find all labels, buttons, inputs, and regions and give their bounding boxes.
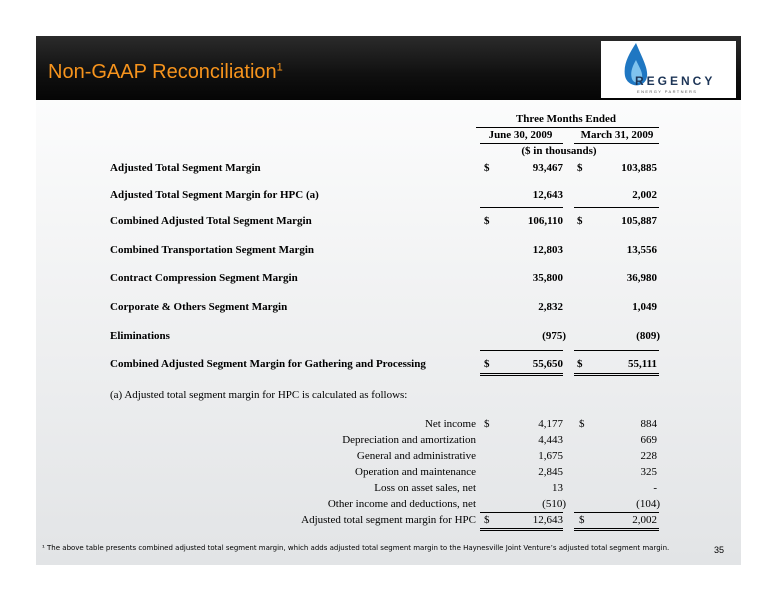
units-label: ($ in thousands)	[521, 145, 597, 157]
value-march-2009: -	[653, 482, 657, 494]
value-march-2009: (809)	[636, 330, 660, 342]
column-header-march-2009: March 31, 2009	[580, 129, 654, 141]
hpc-subtotal-rule-1	[480, 512, 563, 513]
row-label: Corporate & Others Segment Margin	[110, 301, 288, 313]
hpc-total-double-rule-1a	[480, 528, 563, 529]
value-march-2009: 103,885	[621, 162, 657, 174]
value-june-2009: 1,675	[538, 450, 563, 462]
hpc-total-double-rule-2a	[574, 528, 659, 529]
row-label: Loss on asset sales, net	[374, 482, 476, 494]
total-double-rule-2a	[574, 373, 659, 374]
total-double-rule-2b	[574, 375, 659, 376]
value-june-2009: 35,800	[532, 272, 563, 284]
row-label: Operation and maintenance	[355, 466, 476, 478]
value-march-2009: 325	[640, 466, 657, 478]
column-header-rule-1	[480, 143, 563, 144]
currency-symbol: $	[577, 162, 583, 174]
value-june-2009: 12,643	[532, 514, 563, 526]
row-label: Adjusted Total Segment Margin for HPC (a)	[110, 189, 319, 201]
currency-symbol: $	[579, 514, 585, 526]
value-march-2009: 13,556	[626, 244, 657, 256]
subtotal-rule-2	[574, 207, 659, 208]
total-double-rule-1b	[480, 375, 563, 376]
hpc-subtotal-rule-2	[574, 512, 659, 513]
slide-header	[36, 36, 741, 100]
row-label: Other income and deductions, net	[327, 498, 476, 510]
slide	[36, 36, 741, 565]
currency-symbol: $	[484, 215, 490, 227]
hpc-intro-note: (a) Adjusted total segment margin for HPC is calculated as follows:	[110, 389, 408, 401]
title-footnote-marker: 1	[276, 61, 283, 74]
currency-symbol: $	[579, 418, 585, 430]
value-march-2009: 105,887	[621, 215, 657, 227]
row-label: Eliminations	[110, 330, 170, 342]
period-header-rule	[476, 127, 659, 128]
value-june-2009: 12,643	[532, 189, 563, 201]
value-march-2009: (104)	[636, 498, 660, 510]
value-march-2009: 55,111	[627, 358, 657, 370]
currency-symbol: $	[484, 514, 490, 526]
value-june-2009: 2,845	[538, 466, 563, 478]
currency-symbol: $	[577, 358, 583, 370]
period-header: Three Months Ended	[515, 113, 617, 125]
value-march-2009: 1,049	[632, 301, 657, 313]
value-june-2009: 106,110	[527, 215, 563, 227]
currency-symbol: $	[484, 418, 490, 430]
currency-symbol: $	[484, 358, 490, 370]
value-june-2009: 12,803	[532, 244, 563, 256]
hpc-total-double-rule-1b	[480, 530, 563, 531]
value-june-2009: 4,443	[538, 434, 563, 446]
value-march-2009: 228	[640, 450, 657, 462]
row-label: Contract Compression Segment Margin	[110, 272, 298, 284]
logo-wordmark: REGENCY	[635, 74, 716, 88]
row-label: Depreciation and amortization	[342, 434, 476, 446]
currency-symbol: $	[577, 215, 583, 227]
value-march-2009: 36,980	[626, 272, 657, 284]
value-june-2009: 93,467	[532, 162, 563, 174]
regency-logo	[601, 41, 736, 98]
value-june-2009: (975)	[542, 330, 566, 342]
value-june-2009: 2,832	[538, 301, 563, 313]
subtotal-rule-4	[574, 350, 659, 351]
row-label: Net income	[424, 418, 476, 430]
column-header-june-2009: June 30, 2009	[488, 129, 553, 141]
hpc-total-double-rule-2b	[574, 530, 659, 531]
row-label: Combined Adjusted Segment Margin for Gathering and Processing	[110, 358, 426, 370]
value-march-2009: 884	[640, 418, 657, 430]
logo-tagline: ENERGY PARTNERS	[637, 89, 698, 94]
subtotal-rule-1	[480, 207, 563, 208]
row-label: Combined Transportation Segment Margin	[110, 244, 315, 256]
value-march-2009: 669	[640, 434, 657, 446]
page-number: 35	[714, 545, 725, 555]
row-label: Combined Adjusted Total Segment Margin	[110, 215, 312, 227]
row-label: Adjusted Total Segment Margin	[110, 162, 261, 174]
total-double-rule-1a	[480, 373, 563, 374]
value-june-2009: (510)	[542, 498, 566, 510]
currency-symbol: $	[484, 162, 490, 174]
slide-footnote: ¹ The above table presents combined adjusted total segment margin, which adds adjusted total segment margin to the Haynesville Joint Venture’s adjusted total segment margin.	[42, 544, 670, 552]
value-march-2009: 2,002	[632, 514, 657, 526]
value-june-2009: 4,177	[538, 418, 563, 430]
value-march-2009: 2,002	[632, 189, 657, 201]
slide-title: Non-GAAP Reconciliation$^1$	[48, 61, 283, 83]
row-label: General and administrative	[356, 450, 476, 462]
subtotal-rule-3	[480, 350, 563, 351]
row-label: Adjusted total segment margin for HPC	[301, 514, 476, 526]
value-june-2009: 13	[552, 482, 563, 494]
column-header-rule-2	[574, 143, 659, 144]
value-june-2009: 55,650	[532, 358, 563, 370]
